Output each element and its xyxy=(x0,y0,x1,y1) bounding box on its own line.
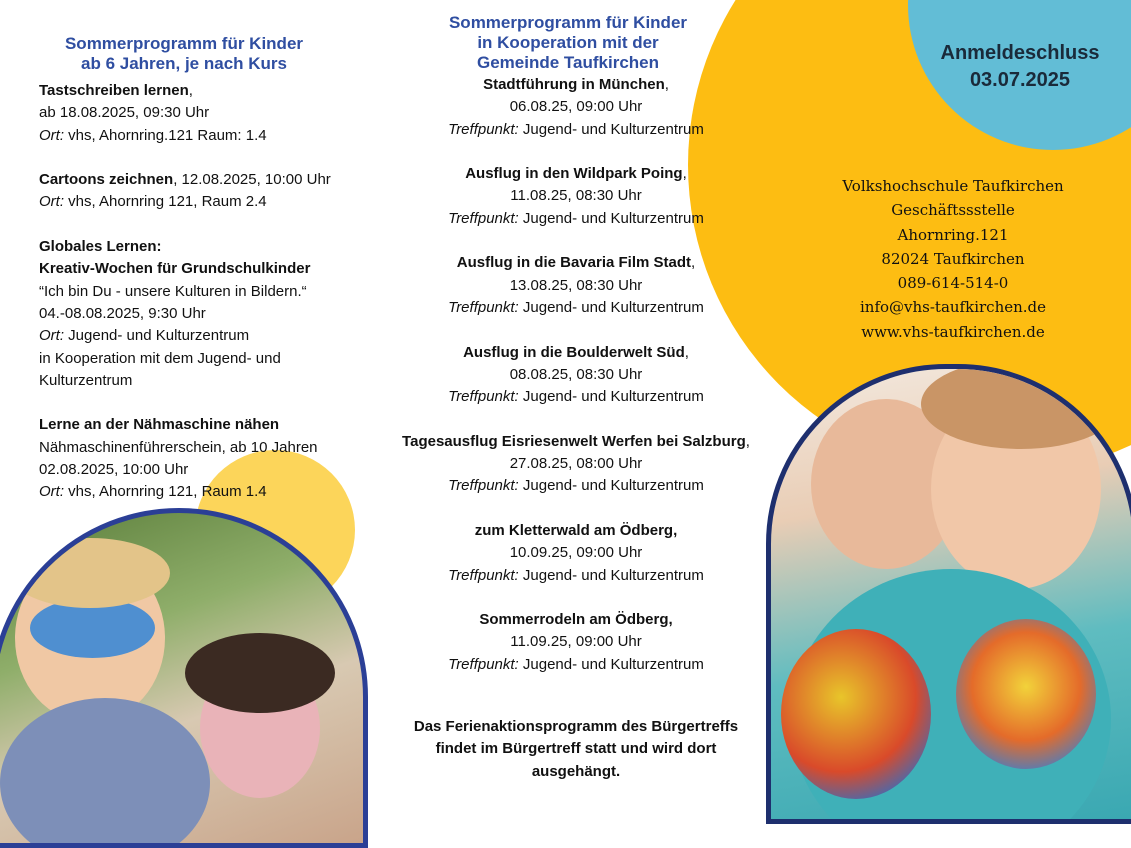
office-name: Geschäftssstelle xyxy=(891,201,1015,220)
ort-value: vhs, Ahornring 121, Raum 1.4 xyxy=(64,483,267,501)
course-detail: Nähmaschinenführerschein, ab 10 Jahren xyxy=(39,438,318,456)
trip-entry xyxy=(380,520,772,587)
course-date: ab 18.08.2025, 09:30 Uhr xyxy=(39,104,210,122)
painted-hand-left xyxy=(781,629,931,799)
meeting-point-label: Treffpunkt: xyxy=(448,209,519,227)
registration-deadline xyxy=(920,40,1120,94)
trip-entry xyxy=(380,609,772,676)
child-hair-blond xyxy=(10,538,170,608)
meeting-point: Jugend- und Kulturzentrum xyxy=(518,388,704,406)
deadline-label: Anmeldeschluss xyxy=(940,42,1100,64)
deadline-date: 03.07.2025 xyxy=(969,69,1071,91)
note-line: findet im Bürgertreff statt und wird dort xyxy=(435,740,717,758)
children-painted-hands-photo xyxy=(766,364,1131,824)
trip-entry: Ausflug in die Bavaria Film Stadt, 13.08.25, 08:30 Uhr Treffpunkt: Jugend- und Kulturzentrum xyxy=(380,252,772,319)
course-title: Lerne an der Nähmaschine nähen xyxy=(39,416,280,434)
trip-title: Ausflug in die Boulderwelt Süd xyxy=(463,343,685,361)
street: Ahornring.121 xyxy=(897,225,1009,244)
middle-title-line-1: Sommerprogramm für Kinder xyxy=(448,13,688,32)
org-name: Volkshochschule Taufkirchen xyxy=(842,177,1064,195)
ort-value: vhs, Ahornring 121, Raum 2.4 xyxy=(64,193,267,211)
meeting-point-label: Treffpunkt: xyxy=(448,566,519,584)
note-line: Das Ferienaktionsprogramm des Bürgertreffs xyxy=(413,718,739,735)
course-entry xyxy=(39,236,384,392)
meeting-point-label: Treffpunkt: xyxy=(448,477,519,495)
trip-title: Stadtführung in München xyxy=(483,76,665,93)
meeting-point: Jugend- und Kulturzentrum xyxy=(518,477,704,495)
course-entry: Tastschreiben lernen, ab 18.08.2025, 09:30 Uhr Ort: vhs, Ahornring.121 Raum: 1.4 xyxy=(39,80,384,147)
meeting-point: Jugend- und Kulturzentrum xyxy=(518,566,704,584)
course-entry xyxy=(39,414,384,503)
ort-value: vhs, Ahornring.121 Raum: 1.4 xyxy=(64,126,267,144)
course-title: Tastschreiben lernen xyxy=(39,82,189,99)
ort-label: Ort: xyxy=(39,483,64,501)
course-entry: Cartoons zeichnen, 12.08.2025, 10:00 Uhr Ort: vhs, Ahornring 121, Raum 2.4 xyxy=(39,171,331,211)
course-note: Kulturzentrum xyxy=(39,371,133,389)
trip-date: 13.08.25, 08:30 Uhr xyxy=(509,276,643,294)
trip-entry: Tagesausflug Eisriesenwelt Werfen bei Salzburg, 27.08.25, 08:00 Uhr Treffpunkt: Jugend- und Kulturzentrum xyxy=(380,431,772,498)
course-list xyxy=(39,80,384,526)
meeting-point: Jugend- und Kulturzentrum xyxy=(518,209,704,227)
painted-hand-right xyxy=(956,619,1096,769)
trip-title: Sommerrodeln am Ödberg, xyxy=(479,611,673,629)
trip-date: 27.08.25, 08:00 Uhr xyxy=(509,455,643,473)
course-subtitle: Kreativ-Wochen für Grundschulkinder xyxy=(39,260,311,278)
middle-title-line-3: Gemeinde Taufkirchen xyxy=(476,53,659,72)
website: www.vhs-taufkirchen.de xyxy=(861,322,1045,341)
trip-entry: Ausflug in die Boulderwelt Süd, 08.08.25, 08:30 Uhr Treffpunkt: Jugend- und Kulturzentrum xyxy=(380,342,772,409)
child-hair-dark xyxy=(185,633,335,713)
meeting-point: Jugend- und Kulturzentrum xyxy=(518,655,704,673)
trip-title: Ausflug in den Wildpark Poing xyxy=(465,165,683,183)
ort-label: Ort: xyxy=(39,327,64,345)
meeting-point-label: Treffpunkt: xyxy=(448,655,519,673)
meeting-point: Jugend- und Kulturzentrum xyxy=(518,120,704,138)
meeting-point-label: Treffpunkt: xyxy=(448,120,519,138)
buergertreff-note xyxy=(390,716,762,783)
trip-date: 11.09.25, 09:00 Uhr xyxy=(510,633,642,651)
meeting-point-label: Treffpunkt: xyxy=(448,388,519,406)
trip-date: 11.08.25, 08:30 Uhr xyxy=(510,187,642,205)
left-title-line-1: Sommerprogramm für Kinder xyxy=(64,34,304,53)
child-hair xyxy=(921,364,1121,449)
left-title xyxy=(30,34,338,74)
child-shirt xyxy=(0,698,210,848)
course-title: Globales Lernen: xyxy=(39,238,162,256)
trip-date: 10.09.25, 09:00 Uhr xyxy=(509,544,643,562)
course-title: Cartoons zeichnen xyxy=(39,171,174,189)
ort-label: Ort: xyxy=(39,193,64,211)
left-title-line-2: ab 6 Jahren, je nach Kurs xyxy=(81,54,287,73)
trip-title: Ausflug in die Bavaria Film Stadt xyxy=(456,254,692,272)
trip-title: zum Kletterwald am Ödberg, xyxy=(474,521,678,539)
note-line: ausgehängt. xyxy=(531,762,621,780)
meeting-point: Jugend- und Kulturzentrum xyxy=(518,298,704,316)
meeting-point-label: Treffpunkt: xyxy=(448,298,519,316)
phone: 089-614-514-0 xyxy=(897,274,1009,293)
middle-title-line-2: in Kooperation mit der xyxy=(477,33,659,52)
course-date: 04.-08.08.2025, 9:30 Uhr xyxy=(39,304,206,322)
trip-list xyxy=(380,74,772,698)
course-note: in Kooperation mit dem Jugend- und xyxy=(39,349,281,367)
trip-entry: Stadtführung in München, 06.08.25, 09:00 Uhr Treffpunkt: Jugend- und Kulturzentrum xyxy=(380,74,772,141)
trip-date: 06.08.25, 09:00 Uhr xyxy=(509,98,643,116)
trip-title: Tagesausflug Eisriesenwelt Werfen bei Salzburg xyxy=(402,432,746,450)
course-date: 02.08.2025, 10:00 Uhr xyxy=(39,461,189,479)
middle-title xyxy=(420,13,716,73)
postal-city: 82024 Taufkirchen xyxy=(881,249,1025,268)
email: info@vhs-taufkirchen.de xyxy=(859,298,1047,317)
contact-address xyxy=(818,174,1088,344)
ort-value: Jugend- und Kulturzentrum xyxy=(64,327,250,345)
ort-label: Ort: xyxy=(39,126,64,144)
trip-date: 08.08.25, 08:30 Uhr xyxy=(509,365,643,383)
course-quote: “Ich bin Du - unsere Kulturen in Bildern.“ xyxy=(39,282,307,300)
trip-entry: Ausflug in den Wildpark Poing, 11.08.25, 08:30 Uhr Treffpunkt: Jugend- und Kulturzentrum xyxy=(380,163,772,230)
